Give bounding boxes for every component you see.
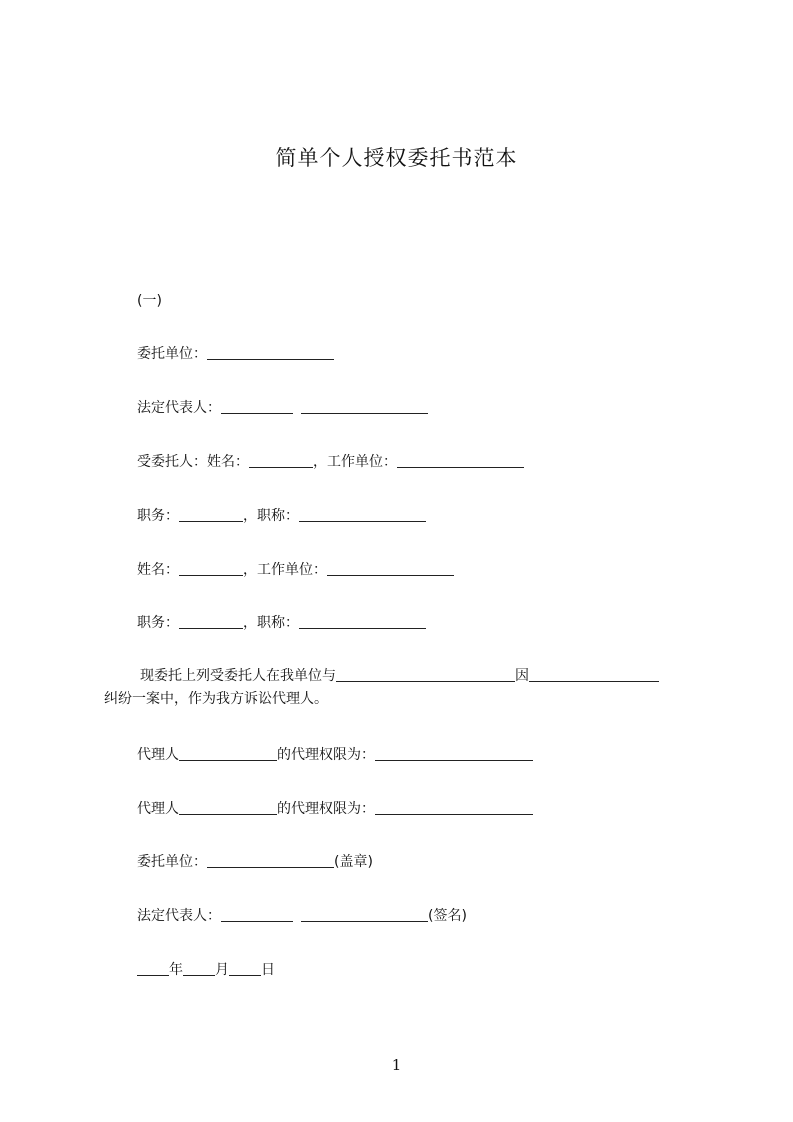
- agent-scope-blank[interactable]: [375, 800, 533, 815]
- year-label: 年: [169, 962, 183, 978]
- legal-rep-line: [137, 399, 428, 417]
- legal-rep-blank-1[interactable]: [221, 399, 293, 414]
- date-line: [137, 961, 275, 979]
- agent-name-label: 受委托人：姓名：: [137, 454, 249, 470]
- paragraph-end: 纠纷一案中，作为我方诉讼代理人。: [104, 691, 328, 707]
- client-unit-blank[interactable]: [207, 853, 334, 868]
- agent-line: [137, 453, 524, 471]
- agent-label: 代理人: [137, 801, 179, 817]
- seal-label: (盖章): [334, 854, 373, 870]
- work-unit-blank[interactable]: [327, 561, 454, 576]
- title-label: ，职称：: [243, 615, 299, 631]
- title-blank[interactable]: [299, 507, 426, 522]
- agent-scope-blank[interactable]: [375, 746, 533, 761]
- title-label: ，职称：: [243, 508, 299, 524]
- client-unit-label: 委托单位：: [137, 346, 207, 362]
- work-unit-label: ，工作单位：: [243, 562, 327, 578]
- agent-blank[interactable]: [179, 800, 277, 815]
- sign-line: [137, 907, 467, 925]
- legal-rep-label: 法定代表人：: [137, 400, 221, 416]
- client-unit-line: [137, 345, 334, 363]
- legal-rep-blank-1[interactable]: [221, 907, 293, 922]
- month-label: 月: [215, 962, 229, 978]
- duty-line-2: [137, 614, 426, 632]
- agent-scope-line-1: [137, 746, 533, 764]
- page-number: 1: [391, 1056, 402, 1074]
- agent-scope-label: 的代理权限为：: [277, 801, 375, 817]
- agent-work-unit-blank[interactable]: [397, 453, 524, 468]
- agent-blank[interactable]: [179, 746, 277, 761]
- duty-label: 职务：: [137, 615, 179, 631]
- duty-blank[interactable]: [179, 507, 243, 522]
- seal-line: [137, 853, 373, 871]
- legal-rep-label: 法定代表人：: [137, 908, 221, 924]
- title-blank[interactable]: [299, 614, 426, 629]
- paragraph-cause: 因: [515, 668, 529, 684]
- duty-blank[interactable]: [179, 614, 243, 629]
- name-blank[interactable]: [179, 561, 243, 576]
- section-label: (一): [137, 293, 162, 309]
- agent-work-unit-label: ，工作单位：: [313, 454, 397, 470]
- opponent-blank[interactable]: [336, 667, 515, 682]
- client-unit-blank[interactable]: [207, 345, 334, 360]
- day-blank[interactable]: [229, 961, 261, 976]
- name-line-2: [137, 561, 454, 579]
- cause-blank[interactable]: [529, 667, 659, 682]
- duty-label: 职务：: [137, 508, 179, 524]
- day-label: 日: [261, 962, 275, 978]
- agent-name-blank[interactable]: [249, 453, 313, 468]
- agent-scope-line-2: [137, 800, 533, 818]
- name-label: 姓名：: [137, 562, 179, 578]
- delegation-paragraph: [104, 665, 704, 711]
- agent-scope-label: 的代理权限为：: [277, 747, 375, 763]
- legal-rep-blank-2[interactable]: [301, 907, 428, 922]
- document-title: 简单个人授权委托书范本: [275, 146, 518, 170]
- legal-rep-blank-2[interactable]: [301, 399, 428, 414]
- sign-label: (签名): [428, 908, 467, 924]
- duty-line-1: [137, 507, 426, 525]
- agent-label: 代理人: [137, 747, 179, 763]
- year-blank[interactable]: [137, 961, 169, 976]
- paragraph-start: 现委托上列受委托人在我单位与: [140, 668, 336, 684]
- client-unit-label: 委托单位：: [137, 854, 207, 870]
- month-blank[interactable]: [183, 961, 215, 976]
